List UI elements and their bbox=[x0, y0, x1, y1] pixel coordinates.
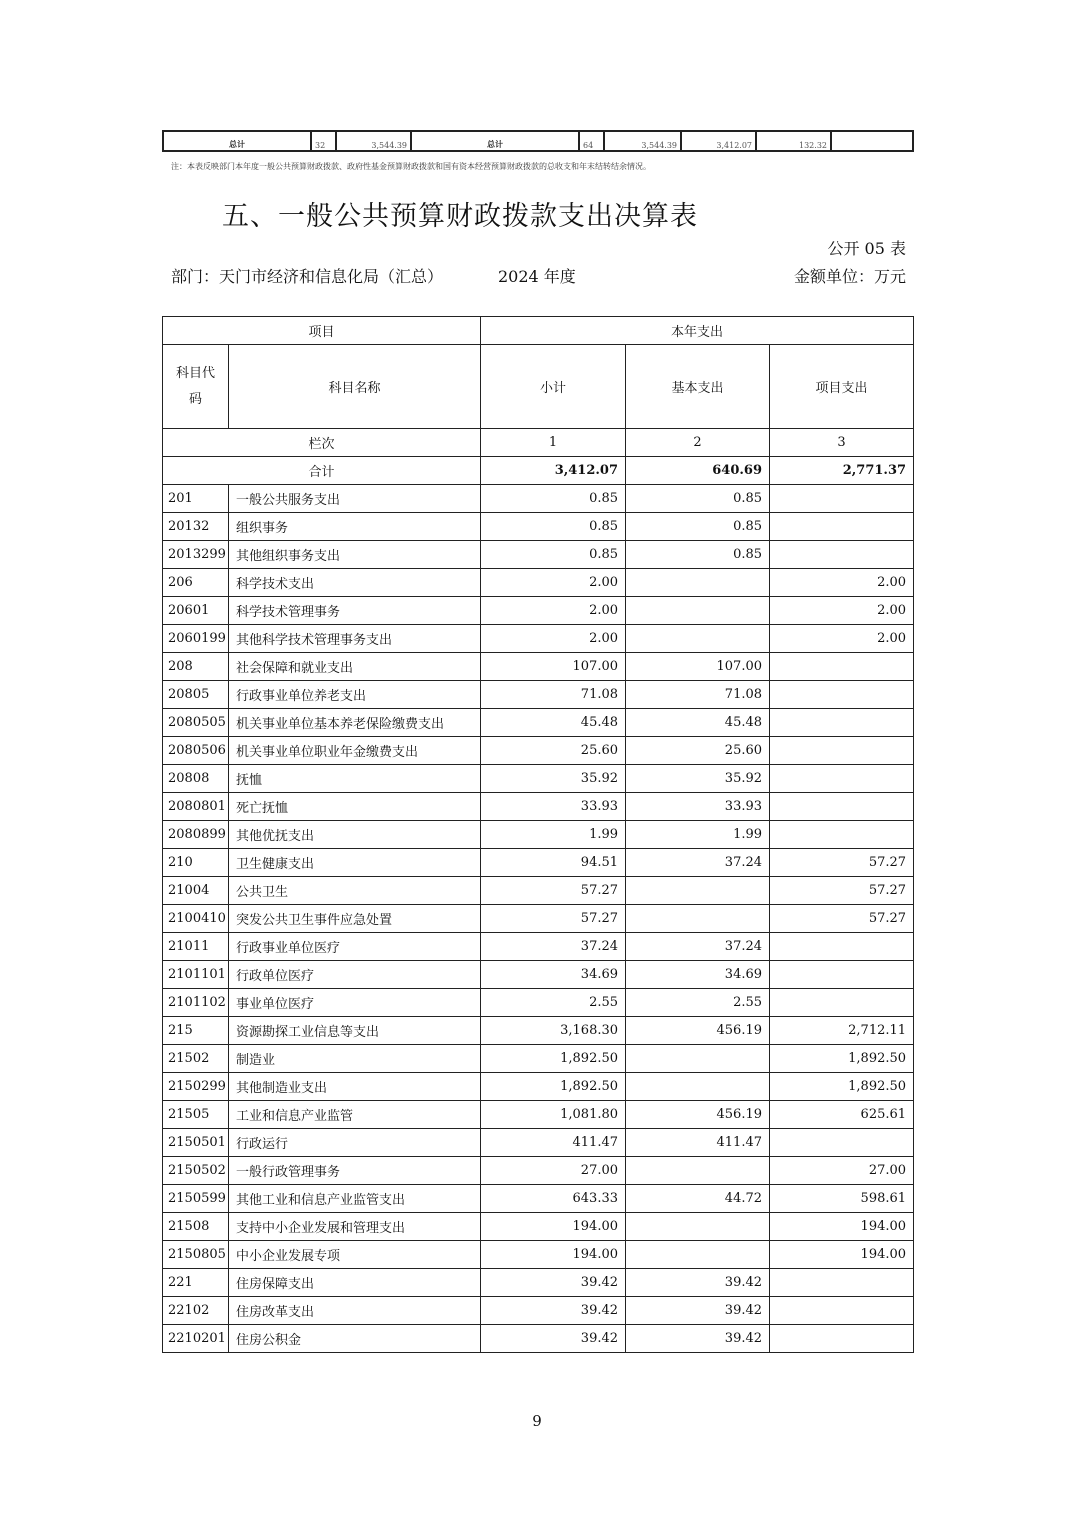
expenditure-table bbox=[162, 316, 914, 1353]
row-code: 21508 bbox=[163, 1213, 229, 1241]
row-subtotal: 39.42 bbox=[481, 1297, 626, 1325]
row-name: 资源勘探工业信息等支出 bbox=[229, 1017, 481, 1045]
row-code: 2013299 bbox=[163, 541, 229, 569]
table-row bbox=[163, 737, 914, 765]
row-basic: 37.24 bbox=[626, 933, 770, 961]
row-basic bbox=[626, 569, 770, 597]
row-name: 行政单位医疗 bbox=[229, 961, 481, 989]
table-row bbox=[163, 541, 914, 569]
row-basic bbox=[626, 877, 770, 905]
row-project: 1,892.50 bbox=[770, 1045, 914, 1073]
row-name: 科学技术管理事务 bbox=[229, 597, 481, 625]
header-col3: 3 bbox=[770, 429, 914, 457]
row-project bbox=[770, 485, 914, 513]
prev-total-label-left: 总计 bbox=[163, 131, 311, 151]
row-project: 2,712.11 bbox=[770, 1017, 914, 1045]
total-label: 合计 bbox=[163, 457, 481, 485]
row-code: 2101101 bbox=[163, 961, 229, 989]
row-subtotal: 33.93 bbox=[481, 793, 626, 821]
row-basic: 0.85 bbox=[626, 513, 770, 541]
table-row bbox=[163, 933, 914, 961]
row-project bbox=[770, 793, 914, 821]
header-item: 项目 bbox=[163, 317, 481, 345]
table-row bbox=[163, 1241, 914, 1269]
row-basic: 39.42 bbox=[626, 1297, 770, 1325]
row-project bbox=[770, 961, 914, 989]
row-basic: 456.19 bbox=[626, 1101, 770, 1129]
row-name: 行政事业单位养老支出 bbox=[229, 681, 481, 709]
row-code: 2150599 bbox=[163, 1185, 229, 1213]
row-code: 20601 bbox=[163, 597, 229, 625]
table-row bbox=[163, 1185, 914, 1213]
row-code: 20808 bbox=[163, 765, 229, 793]
row-basic bbox=[626, 1241, 770, 1269]
row-name: 其他优抚支出 bbox=[229, 821, 481, 849]
row-project: 2.00 bbox=[770, 597, 914, 625]
row-code: 2101102 bbox=[163, 989, 229, 1017]
row-basic: 411.47 bbox=[626, 1129, 770, 1157]
table-row bbox=[163, 1269, 914, 1297]
row-subtotal: 0.85 bbox=[481, 485, 626, 513]
row-subtotal: 1.99 bbox=[481, 821, 626, 849]
row-basic: 37.24 bbox=[626, 849, 770, 877]
row-basic: 34.69 bbox=[626, 961, 770, 989]
table-row bbox=[163, 793, 914, 821]
row-name: 抚恤 bbox=[229, 765, 481, 793]
header-subtotal: 小计 bbox=[481, 345, 626, 429]
row-code: 21502 bbox=[163, 1045, 229, 1073]
row-code: 22102 bbox=[163, 1297, 229, 1325]
row-code: 210 bbox=[163, 849, 229, 877]
row-subtotal: 2.00 bbox=[481, 597, 626, 625]
row-project bbox=[770, 709, 914, 737]
row-basic: 0.85 bbox=[626, 541, 770, 569]
row-name: 死亡抚恤 bbox=[229, 793, 481, 821]
row-code: 2150299 bbox=[163, 1073, 229, 1101]
row-basic: 39.42 bbox=[626, 1269, 770, 1297]
prev-total-label-right: 总计 bbox=[411, 131, 579, 151]
row-code: 21004 bbox=[163, 877, 229, 905]
header-row-1 bbox=[163, 317, 914, 345]
prev-row-no-left: 32 bbox=[311, 131, 336, 151]
table-row bbox=[163, 1213, 914, 1241]
row-subtotal: 34.69 bbox=[481, 961, 626, 989]
row-basic: 0.85 bbox=[626, 485, 770, 513]
row-subtotal: 25.60 bbox=[481, 737, 626, 765]
table-row bbox=[163, 681, 914, 709]
row-project bbox=[770, 681, 914, 709]
row-subtotal: 3,168.30 bbox=[481, 1017, 626, 1045]
row-project: 57.27 bbox=[770, 905, 914, 933]
row-basic bbox=[626, 1157, 770, 1185]
row-name: 制造业 bbox=[229, 1045, 481, 1073]
row-subtotal: 107.00 bbox=[481, 653, 626, 681]
row-name: 中小企业发展专项 bbox=[229, 1241, 481, 1269]
table-row bbox=[163, 877, 914, 905]
amount-unit: 金额单位：万元 bbox=[793, 267, 906, 286]
row-code: 2150805 bbox=[163, 1241, 229, 1269]
row-code: 20805 bbox=[163, 681, 229, 709]
row-name: 其他制造业支出 bbox=[229, 1073, 481, 1101]
row-name: 住房保障支出 bbox=[229, 1269, 481, 1297]
row-project: 194.00 bbox=[770, 1241, 914, 1269]
row-name: 住房改革支出 bbox=[229, 1297, 481, 1325]
row-basic: 456.19 bbox=[626, 1017, 770, 1045]
row-name: 科学技术支出 bbox=[229, 569, 481, 597]
row-basic bbox=[626, 1213, 770, 1241]
row-subtotal: 2.55 bbox=[481, 989, 626, 1017]
table-row bbox=[163, 1045, 914, 1073]
row-project bbox=[770, 933, 914, 961]
row-subtotal: 411.47 bbox=[481, 1129, 626, 1157]
prev-amount-right-col2: 3,412.07 bbox=[681, 131, 756, 151]
row-project bbox=[770, 1129, 914, 1157]
row-code: 215 bbox=[163, 1017, 229, 1045]
row-subtotal: 1,892.50 bbox=[481, 1045, 626, 1073]
row-code: 21505 bbox=[163, 1101, 229, 1129]
row-name: 工业和信息产业监管 bbox=[229, 1101, 481, 1129]
row-project bbox=[770, 1269, 914, 1297]
row-name: 事业单位医疗 bbox=[229, 989, 481, 1017]
row-basic: 2.55 bbox=[626, 989, 770, 1017]
row-project bbox=[770, 513, 914, 541]
table-row bbox=[163, 961, 914, 989]
row-name: 其他组织事务支出 bbox=[229, 541, 481, 569]
row-project: 1,892.50 bbox=[770, 1073, 914, 1101]
row-code: 2080899 bbox=[163, 821, 229, 849]
row-name: 行政运行 bbox=[229, 1129, 481, 1157]
row-name: 卫生健康支出 bbox=[229, 849, 481, 877]
prev-row-no-right: 64 bbox=[579, 131, 604, 151]
header-row-2 bbox=[163, 345, 914, 429]
table-row bbox=[163, 821, 914, 849]
row-name: 一般行政管理事务 bbox=[229, 1157, 481, 1185]
department-label: 部门：天门市经济和信息化局（汇总） bbox=[171, 267, 444, 286]
table-row bbox=[163, 1129, 914, 1157]
prev-amount-right-col4 bbox=[831, 131, 913, 151]
row-project: 194.00 bbox=[770, 1213, 914, 1241]
row-code: 208 bbox=[163, 653, 229, 681]
row-subtotal: 2.00 bbox=[481, 569, 626, 597]
total-row bbox=[163, 457, 914, 485]
header-project: 项目支出 bbox=[770, 345, 914, 429]
table-note: 注：本表反映部门本年度一般公共预算财政拨款、政府性基金预算财政拨款和国有资本经营预算财政拨款的总收支和年末结转结余情况。 bbox=[171, 162, 651, 171]
table-row bbox=[163, 625, 914, 653]
total-subtotal: 3,412.07 bbox=[481, 457, 626, 485]
header-col2: 2 bbox=[626, 429, 770, 457]
row-project: 2.00 bbox=[770, 625, 914, 653]
table-row bbox=[163, 653, 914, 681]
page-number: 9 bbox=[532, 1412, 542, 1430]
row-subtotal: 27.00 bbox=[481, 1157, 626, 1185]
row-code: 2100410 bbox=[163, 905, 229, 933]
table-row bbox=[163, 989, 914, 1017]
row-project bbox=[770, 737, 914, 765]
header-name: 科目名称 bbox=[229, 345, 481, 429]
row-basic bbox=[626, 1073, 770, 1101]
row-subtotal: 39.42 bbox=[481, 1325, 626, 1353]
row-code: 2150501 bbox=[163, 1129, 229, 1157]
row-subtotal: 71.08 bbox=[481, 681, 626, 709]
table-number: 公开 05 表 bbox=[827, 239, 906, 258]
row-basic: 25.60 bbox=[626, 737, 770, 765]
row-subtotal: 1,892.50 bbox=[481, 1073, 626, 1101]
row-name: 社会保障和就业支出 bbox=[229, 653, 481, 681]
table-row bbox=[163, 485, 914, 513]
row-subtotal: 45.48 bbox=[481, 709, 626, 737]
page-title: 五、一般公共预算财政拨款支出决算表 bbox=[222, 201, 698, 232]
row-basic bbox=[626, 905, 770, 933]
row-basic bbox=[626, 597, 770, 625]
row-project bbox=[770, 1297, 914, 1325]
row-subtotal: 35.92 bbox=[481, 765, 626, 793]
row-name: 公共卫生 bbox=[229, 877, 481, 905]
table-row bbox=[163, 905, 914, 933]
table-row bbox=[163, 1325, 914, 1353]
table-row bbox=[163, 1101, 914, 1129]
row-project: 27.00 bbox=[770, 1157, 914, 1185]
row-subtotal: 39.42 bbox=[481, 1269, 626, 1297]
row-subtotal: 643.33 bbox=[481, 1185, 626, 1213]
header-basic: 基本支出 bbox=[626, 345, 770, 429]
row-project bbox=[770, 541, 914, 569]
row-name: 机关事业单位职业年金缴费支出 bbox=[229, 737, 481, 765]
row-name: 其他工业和信息产业监管支出 bbox=[229, 1185, 481, 1213]
row-basic: 1.99 bbox=[626, 821, 770, 849]
row-basic bbox=[626, 1045, 770, 1073]
row-code: 21011 bbox=[163, 933, 229, 961]
row-project bbox=[770, 1325, 914, 1353]
fiscal-year: 2024 年度 bbox=[498, 267, 576, 286]
row-subtotal: 194.00 bbox=[481, 1213, 626, 1241]
row-code: 2080801 bbox=[163, 793, 229, 821]
row-basic: 71.08 bbox=[626, 681, 770, 709]
row-subtotal: 194.00 bbox=[481, 1241, 626, 1269]
row-subtotal: 2.00 bbox=[481, 625, 626, 653]
table-row bbox=[163, 1017, 914, 1045]
table-row bbox=[163, 569, 914, 597]
prev-amount-left: 3,544.39 bbox=[336, 131, 411, 151]
row-code: 2060199 bbox=[163, 625, 229, 653]
row-subtotal: 37.24 bbox=[481, 933, 626, 961]
table-row bbox=[163, 849, 914, 877]
header-column-numbers bbox=[163, 429, 914, 457]
row-project: 2.00 bbox=[770, 569, 914, 597]
row-name: 其他科学技术管理事务支出 bbox=[229, 625, 481, 653]
row-name: 突发公共卫生事件应急处置 bbox=[229, 905, 481, 933]
row-code: 20132 bbox=[163, 513, 229, 541]
row-name: 行政事业单位医疗 bbox=[229, 933, 481, 961]
row-code: 2210201 bbox=[163, 1325, 229, 1353]
total-project: 2,771.37 bbox=[770, 457, 914, 485]
row-code: 2080505 bbox=[163, 709, 229, 737]
table-row bbox=[163, 1297, 914, 1325]
row-basic bbox=[626, 625, 770, 653]
row-project bbox=[770, 653, 914, 681]
row-subtotal: 0.85 bbox=[481, 541, 626, 569]
row-project bbox=[770, 765, 914, 793]
row-project: 57.27 bbox=[770, 877, 914, 905]
row-project: 598.61 bbox=[770, 1185, 914, 1213]
table-row bbox=[163, 765, 914, 793]
row-subtotal: 0.85 bbox=[481, 513, 626, 541]
header-column-label: 栏次 bbox=[163, 429, 481, 457]
row-name: 机关事业单位基本养老保险缴费支出 bbox=[229, 709, 481, 737]
table-row bbox=[163, 1157, 914, 1185]
row-name: 一般公共服务支出 bbox=[229, 485, 481, 513]
row-code: 201 bbox=[163, 485, 229, 513]
row-project bbox=[770, 989, 914, 1017]
total-basic: 640.69 bbox=[626, 457, 770, 485]
row-name: 组织事务 bbox=[229, 513, 481, 541]
previous-table-total-row bbox=[162, 130, 914, 152]
row-project bbox=[770, 821, 914, 849]
row-basic: 35.92 bbox=[626, 765, 770, 793]
table-row bbox=[163, 597, 914, 625]
prev-amount-right-total: 3,544.39 bbox=[604, 131, 681, 151]
row-code: 2150502 bbox=[163, 1157, 229, 1185]
prev-amount-right-col3: 132.32 bbox=[756, 131, 831, 151]
row-subtotal: 57.27 bbox=[481, 905, 626, 933]
table-row bbox=[163, 1073, 914, 1101]
row-name: 支持中小企业发展和管理支出 bbox=[229, 1213, 481, 1241]
row-subtotal: 94.51 bbox=[481, 849, 626, 877]
row-subtotal: 1,081.80 bbox=[481, 1101, 626, 1129]
row-basic: 39.42 bbox=[626, 1325, 770, 1353]
table-row bbox=[163, 513, 914, 541]
row-basic: 107.00 bbox=[626, 653, 770, 681]
row-basic: 45.48 bbox=[626, 709, 770, 737]
row-code: 206 bbox=[163, 569, 229, 597]
row-project: 625.61 bbox=[770, 1101, 914, 1129]
row-basic: 44.72 bbox=[626, 1185, 770, 1213]
table-row bbox=[163, 709, 914, 737]
header-current-year: 本年支出 bbox=[481, 317, 914, 345]
row-subtotal: 57.27 bbox=[481, 877, 626, 905]
row-code: 2080506 bbox=[163, 737, 229, 765]
row-code: 221 bbox=[163, 1269, 229, 1297]
row-name: 住房公积金 bbox=[229, 1325, 481, 1353]
header-col1: 1 bbox=[481, 429, 626, 457]
header-code: 科目代码 bbox=[163, 345, 229, 429]
row-project: 57.27 bbox=[770, 849, 914, 877]
row-basic: 33.93 bbox=[626, 793, 770, 821]
